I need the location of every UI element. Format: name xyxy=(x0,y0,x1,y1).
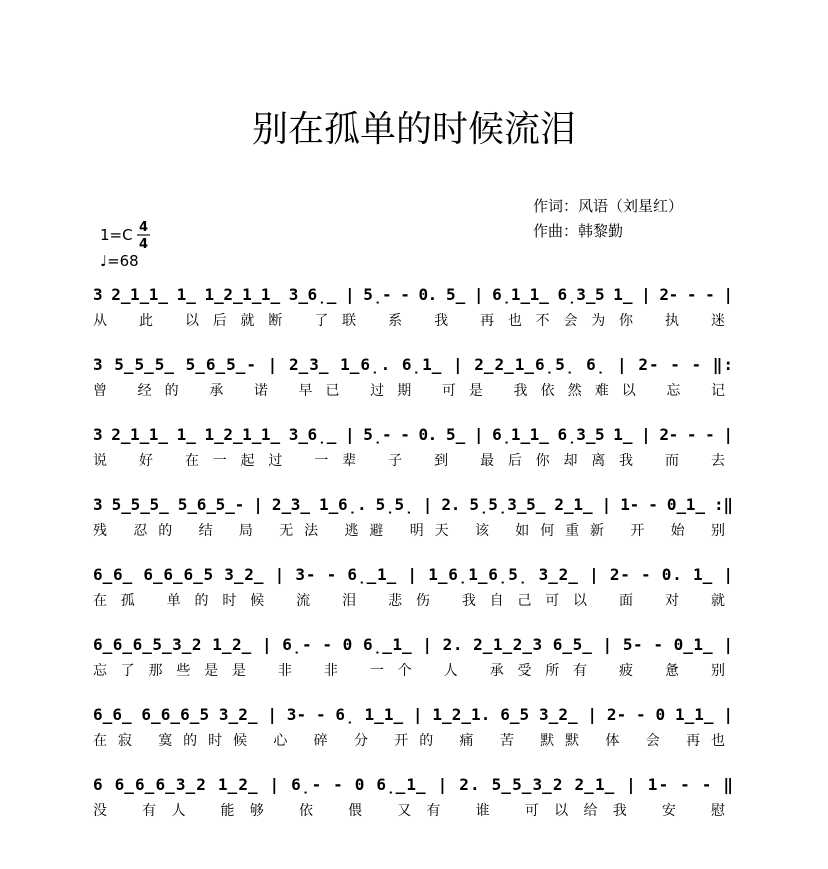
tempo-marking: ♩=68 xyxy=(100,252,139,270)
notation-line: 6 6̲6̲6̲3̲2 1̲2̲ | 6̣- - 0 6̣̲1̲ | 2. 5̲5̲3̲2 2̲1̲ | 1- - - ‖ xyxy=(93,775,733,794)
lyric-line: 说 好 在一起过 一辈 子 到 最后你却离我 而 去 xyxy=(93,453,725,469)
time-signature-bottom: 4 xyxy=(139,237,149,252)
lyric-line: 从 此 以后就断 了联 系 我 再也不会为你 执 迷 xyxy=(93,313,725,329)
notation-line: 3 2̲1̲1̲ 1̲ 1̲2̲1̲1̲ 3̲6̣̲ | 5̣- - 0. 5̲ | 6̣1̲1̲ 6̣3̲5 1̲ | 2- - - | xyxy=(93,425,733,444)
notation-line: 3 5̲5̲5̲ 5̲6̲5̲- | 2̲3̲ 1̲6̣. 6̣1̲ | 2̲2̲1̲6̣5̣ 6̣ | 2- - - ‖: xyxy=(93,355,733,374)
notation-line: 6̲6̲ 6̲6̲6̲5 3̲2̲ | 3- - 6̣ 1̲1̲ | 1̲2̲1. 6̲5 3̲2̲ | 2- - 0 1̲1̲ | xyxy=(93,705,733,724)
lyric-line: 忘了那些是是 非 非 一个 人 承受所有 疲 惫 别 xyxy=(93,663,725,679)
composer-credit: 作曲：韩黎勤 xyxy=(533,222,624,240)
score-lines xyxy=(93,285,733,819)
page-title: 别在孤单的时候流泪 xyxy=(251,109,577,150)
lyric-line: 在寂 寞的时候 心 碎 分 开的 痛 苦 默默 体 会 再也 xyxy=(93,733,726,749)
key-signature: 1=C xyxy=(100,226,133,244)
lyricist-credit: 作词：风语（刘星红） xyxy=(533,197,684,215)
lyric-line: 残 忍的 结 局 无法 逃避 明天 该 如何重新 开 始 别 xyxy=(93,523,726,539)
notation-line: 6̲6̲6̲5̲3̲2 1̲2̲ | 6̣- - 0 6̣̲1̲ | 2. 2̲1̲2̲3 6̲5̲ | 5- - 0̲1̲ | xyxy=(93,635,733,654)
notation-line: 3 2̲1̲1̲ 1̲ 1̲2̲1̲1̲ 3̲6̣̲ | 5̣- - 0. 5̲ | 6̣1̲1̲ 6̣3̲5 1̲ | 2- - - | xyxy=(93,285,733,304)
lyric-line: 曾 经的 承 诺 早已 过期 可是 我依然难以 忘 记 xyxy=(93,383,725,399)
time-signature-top: 4 xyxy=(139,220,149,235)
lyric-line: 在孤 单的时候 流 泪 悲伤 我自己可以 面 对 就 xyxy=(93,593,725,609)
notation-line: 3 5̲5̲5̲ 5̲6̲5̲- | 2̲3̲ 1̲6̣. 5̣5̣ | 2. 5̣5̣3̲5̲ 2̲1̲ | 1- - 0̲1̲ :‖ xyxy=(93,495,733,514)
notation-line: 6̲6̲ 6̲6̲6̲5 3̲2̲ | 3- - 6̣̲1̲ | 1̲6̣1̲6̣5̣ 3̲2̲ | 2- - 0. 1̲ | xyxy=(93,565,733,584)
lyric-line: 没 有人 能够 依 偎 又有 谁 可以给我 安 慰 xyxy=(93,803,725,819)
